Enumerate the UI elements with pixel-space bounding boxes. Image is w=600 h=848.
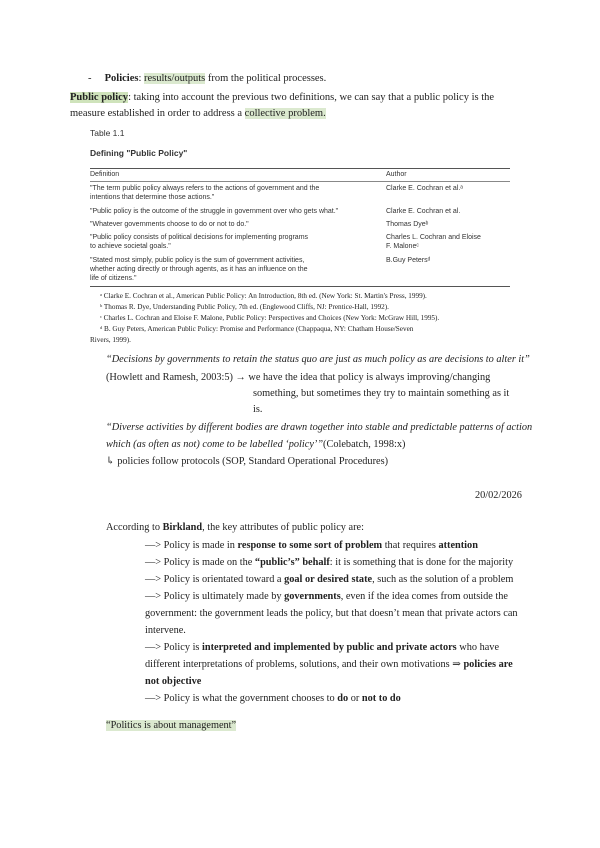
- birkland-name: Birkland: [162, 522, 203, 533]
- footnote-b: ᵇ Thomas R. Dye, Understanding Public Policy, 7th ed. (Englewood Cliffs, NJ: Prentice-Hall, 1992).: [100, 303, 389, 311]
- policies-line: [88, 72, 326, 86]
- public-policy-def1: : taking into account the previous two definitions, we can say that a public policy is the: [128, 92, 495, 103]
- footnote-a: ᵃ Clarke E. Cochran et al., American Public Policy: An Introduction, 8th ed. (New York: St. Martin's Press, 1999).: [100, 292, 427, 300]
- text: —> Policy is orientated toward a: [145, 574, 282, 585]
- attribute-5: [145, 640, 499, 655]
- emphasis: attention: [438, 540, 478, 551]
- attribute-6: [145, 691, 401, 706]
- emphasis: interpreted and implemented by public and private actors: [202, 642, 457, 653]
- footnote-c: ᶜ Charles L. Cochran and Eloise F. Malone, Public Policy: Perspectives and Choices (New York: McGraw Hill, 1995).: [100, 314, 440, 322]
- quote-text: “Diverse activities by different bodies are drawn together into stable and predictable patterns of action: [106, 422, 533, 433]
- row-author-line: Charles L. Cochran and Eloise: [386, 234, 481, 241]
- row-author: Clarke E. Cochran et al.: [386, 208, 461, 215]
- emphasis: not to do: [361, 693, 401, 704]
- bullet: -: [88, 73, 92, 84]
- row-def-line: to achieve societal goals.": [90, 243, 171, 250]
- quote-howlett-note-end: is.: [253, 404, 263, 415]
- row-author-line: F. Maloneᶜ: [386, 243, 419, 250]
- attribute-5-cont: [145, 657, 513, 672]
- policies-term: Policies: [104, 73, 139, 84]
- quote-howlett-citation: (Howlett and Ramesh, 2003:5) → we have the idea that policy is always improving/changing: [106, 372, 491, 383]
- row-def-line: intentions that determine those actions.": [90, 194, 215, 201]
- collective-problem-highlight: collective problem.: [244, 108, 326, 119]
- final-quote: [106, 718, 236, 734]
- final-quote-text: “Politics is about management”: [106, 720, 237, 731]
- quote-colebatch-citation: (Colebatch, 1998:x): [323, 439, 406, 450]
- table-label: Table 1.1: [90, 128, 125, 138]
- policies-rest: from the political processes.: [207, 73, 327, 84]
- table-title: Defining "Public Policy": [90, 148, 188, 158]
- row-def-line: life of citizens.": [90, 275, 137, 282]
- attribute-4-end: intervene.: [145, 625, 186, 636]
- text: who have: [459, 642, 500, 653]
- public-policy-def2: measure established in order to address a: [70, 108, 243, 119]
- emphasis: goal or desired state: [284, 574, 373, 585]
- table-row: [90, 233, 308, 251]
- row-def-line: "Stated most simply, public policy is the sum of government activities,: [90, 257, 305, 264]
- quote-text: “Decisions by governments to retain the status quo are just as much policy as are decisions to alter it”: [106, 354, 530, 365]
- row-def-line: "Public policy consists of political decisions for implementing programs: [90, 234, 309, 241]
- text: —> Policy is: [145, 642, 200, 653]
- row-author: Clarke E. Cochran et al.ᵃ: [386, 185, 463, 192]
- sop-note: ↳ policies follow protocols (SOP, Standard Operational Procedures): [106, 456, 389, 467]
- quote-text: which (as often as not) come to be labelled ‘policy’”: [106, 439, 324, 450]
- table-header-rule: [90, 181, 510, 182]
- col-header-definition: Definition: [90, 171, 120, 178]
- text: , the key attributes of public policy are:: [202, 522, 364, 533]
- policies-highlight: results/outputs: [144, 73, 206, 84]
- text: —> Policy is ultimately made by: [145, 591, 282, 602]
- text: , even if the idea comes from outside the: [340, 591, 508, 602]
- row-author: Thomas Dyeᵇ: [386, 221, 429, 228]
- quote-colebatch-line2: [106, 437, 405, 453]
- quote-colebatch-line1: [106, 420, 532, 436]
- table-bottom-rule: [90, 286, 510, 287]
- attribute-5-end: [145, 674, 201, 689]
- footnote-d-cont: Rivers, 1999).: [90, 336, 131, 344]
- table-row: [90, 184, 319, 202]
- attribute-3: [145, 572, 513, 587]
- attribute-4-cont: government: the government leads the policy, but that doesn’t mean that private actors can: [145, 608, 518, 619]
- emphasis: governments: [284, 591, 341, 602]
- col-header-author: Author: [386, 171, 407, 178]
- birkland-intro: [106, 520, 364, 536]
- row-author: [386, 233, 481, 251]
- row-author: B.Guy Petersᵈ: [386, 257, 431, 264]
- public-policy-line1: [70, 91, 530, 105]
- public-policy-line2: [70, 107, 326, 121]
- table-row: [90, 256, 308, 283]
- colon: :: [138, 73, 142, 84]
- date-stamp: 20/02/2026: [475, 490, 522, 501]
- text: different interpretations of problems, solutions, and their own motivations ⇒: [145, 659, 461, 670]
- table-top-rule: [90, 168, 510, 169]
- attribute-1: [145, 538, 478, 553]
- quote-howlett-note: something, but sometimes they try to maintain something as it: [253, 388, 510, 399]
- attribute-2: [145, 555, 513, 570]
- row-def-line: "Whatever governments choose to do or not to do.": [90, 221, 249, 228]
- text: —> Policy is made in: [145, 540, 235, 551]
- row-def-line: "The term public policy always refers to the actions of government and the: [90, 185, 320, 192]
- emphasis: do: [337, 693, 349, 704]
- emphasis: response to some sort of problem: [237, 540, 383, 551]
- text: or: [350, 693, 360, 704]
- quote-howlett: [106, 352, 530, 368]
- attribute-4: [145, 589, 508, 604]
- row-def-line: "Public policy is the outcome of the struggle in government over who gets what.": [90, 208, 339, 215]
- emphasis: not objective: [145, 676, 202, 687]
- emphasis: policies are: [463, 659, 513, 670]
- text: : it is something that is done for the majority: [329, 557, 514, 568]
- footnote-d: ᵈ B. Guy Peters, American Public Policy: Promise and Performance (Chappaqua, NY: Chatham House/Seven: [100, 325, 414, 333]
- public-policy-term: Public policy: [70, 92, 129, 103]
- text: —> Policy is made on the: [145, 557, 253, 568]
- text: , such as the solution of a problem: [372, 574, 514, 585]
- text: —> Policy is what the government chooses to: [145, 693, 335, 704]
- text: that requires: [384, 540, 436, 551]
- emphasis: “public’s” behalf: [254, 557, 330, 568]
- row-def-line: whether acting directly or through agents, as it has an influence on the: [90, 266, 308, 273]
- text: According to: [106, 522, 161, 533]
